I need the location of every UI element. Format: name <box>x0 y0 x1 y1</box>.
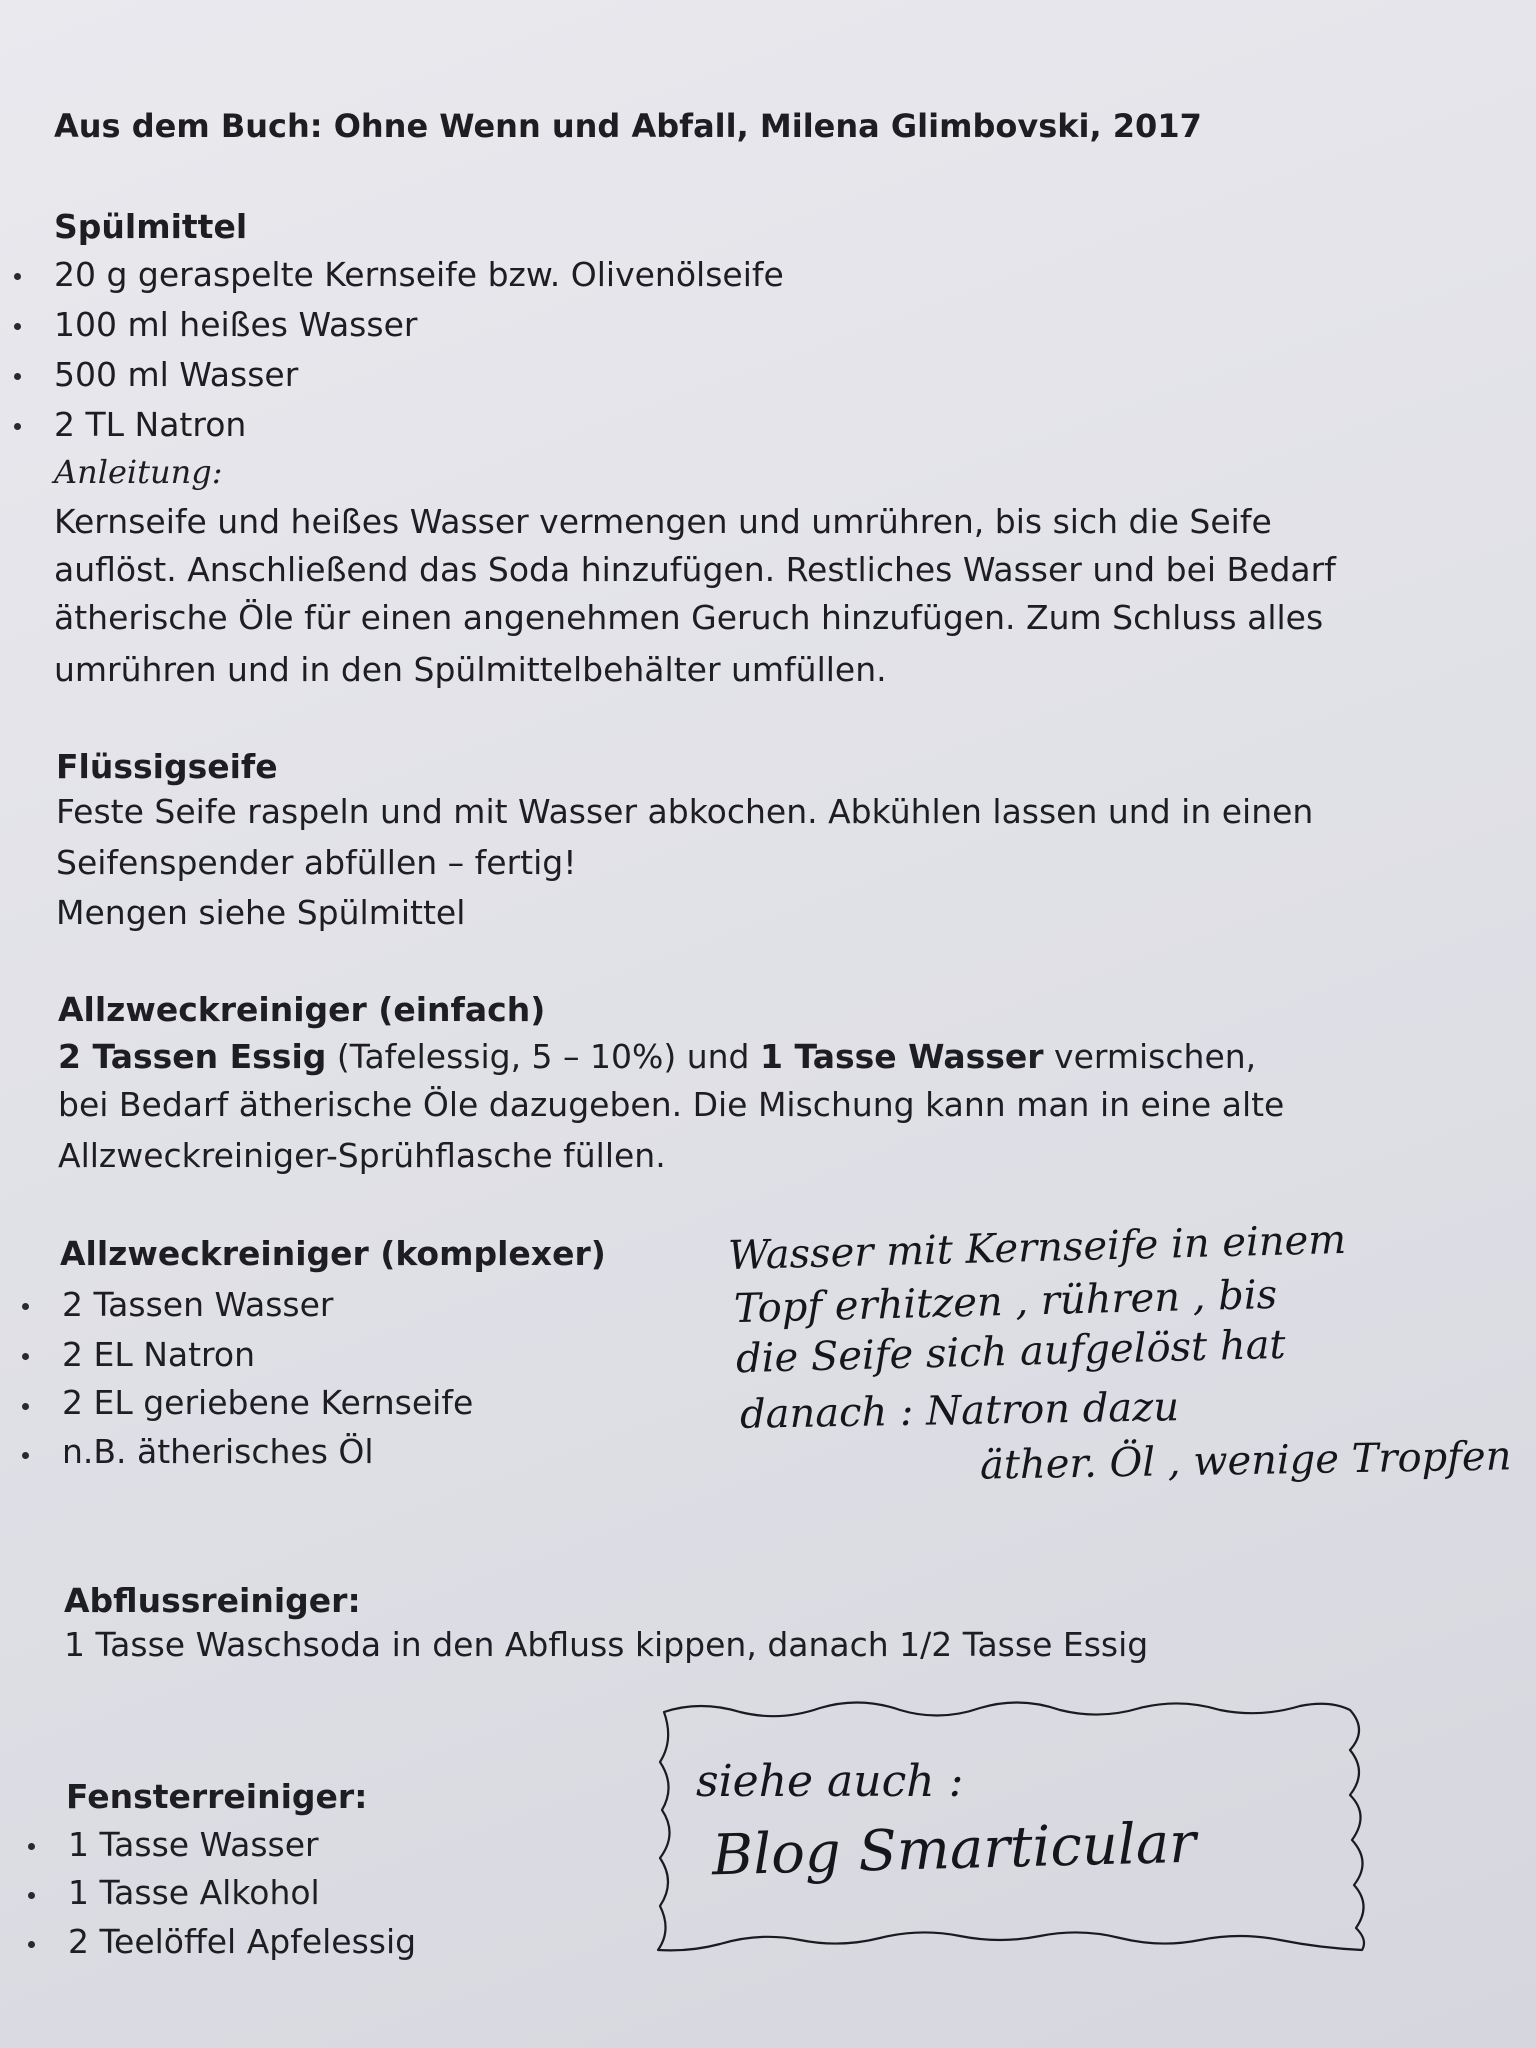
blog-note-name: Blog Smarticular <box>711 1810 1197 1889</box>
fenster-title: Fensterreiniger: <box>66 1777 368 1816</box>
handwritten-line: Wasser mit Kernseife in einem <box>727 1216 1347 1280</box>
fluessigseife-title: Flüssigseife <box>56 747 278 786</box>
paragraph-line: ätherische Öle für einen angenehmen Geruch hinzufügen. Zum Schluss alles <box>54 598 1324 637</box>
list-item: 2 Tassen Wasser <box>62 1285 334 1324</box>
paragraph-line: Seifenspender abfüllen – fertig! <box>56 843 577 882</box>
handwritten-line: äther. Öl , wenige Tropfen <box>979 1433 1512 1489</box>
handwritten-line: danach : Natron dazu <box>739 1384 1180 1438</box>
list-item: 2 EL Natron <box>62 1335 256 1374</box>
list-item: n.B. ätherisches Öl <box>62 1432 374 1471</box>
paragraph-line: Feste Seife raspeln und mit Wasser abkochen. Abkühlen lassen und in einen <box>56 792 1314 831</box>
list-item: 1 Tasse Alkohol <box>68 1873 320 1912</box>
paragraph-line: Kernseife und heißes Wasser vermengen und umrühren, bis sich die Seife <box>54 502 1272 541</box>
instruction-label: Anleitung: <box>54 453 223 491</box>
list-item: 500 ml Wasser <box>54 355 299 394</box>
list-item: 100 ml heißes Wasser <box>54 305 418 344</box>
list-item: 1 Tasse Wasser <box>68 1825 319 1864</box>
bold-amount: 1 Tasse Wasser <box>760 1037 1044 1076</box>
text-run: (Tafelessig, 5 – 10%) und <box>326 1037 760 1076</box>
paragraph-line: Mengen siehe Spülmittel <box>56 893 466 932</box>
paragraph-line: umrühren und in den Spülmittelbehälter umfüllen. <box>54 650 887 689</box>
paragraph-line: Allzweckreiniger-Sprühflasche füllen. <box>58 1136 666 1175</box>
list-item: 2 Teelöffel Apfelessig <box>68 1922 417 1961</box>
paragraph-line: 1 Tasse Waschsoda in den Abfluss kippen, danach 1/2 Tasse Essig <box>64 1625 1149 1664</box>
paragraph-line: auflöst. Anschließend das Soda hinzufügen. Restliches Wasser und bei Bedarf <box>54 550 1336 589</box>
bold-amount: 2 Tassen Essig <box>58 1037 327 1076</box>
text-run: vermischen, <box>1043 1037 1257 1076</box>
handwritten-line: Topf erhitzen , rühren , bis <box>733 1271 1278 1333</box>
list-item: 2 EL geriebene Kernseife <box>62 1383 474 1422</box>
blog-note-line: siehe auch : <box>696 1756 964 1807</box>
paragraph-line: bei Bedarf ätherische Öle dazugeben. Die Mischung kann man in eine alte <box>58 1085 1285 1124</box>
allzweck-einfach-title: Allzweckreiniger (einfach) <box>58 990 546 1029</box>
handwritten-line: die Seife sich aufgelöst hat <box>735 1321 1287 1383</box>
spuelmittel-title: Spülmittel <box>54 207 248 246</box>
list-item: 2 TL Natron <box>54 405 247 444</box>
source-line: Aus dem Buch: Ohne Wenn und Abfall, Milena Glimbovski, 2017 <box>54 107 1202 145</box>
abfluss-title: Abflussreiniger: <box>64 1581 361 1620</box>
allzweck-komplex-title: Allzweckreiniger (komplexer) <box>60 1234 606 1273</box>
list-item: 20 g geraspelte Kernseife bzw. Olivenölseife <box>54 255 784 294</box>
